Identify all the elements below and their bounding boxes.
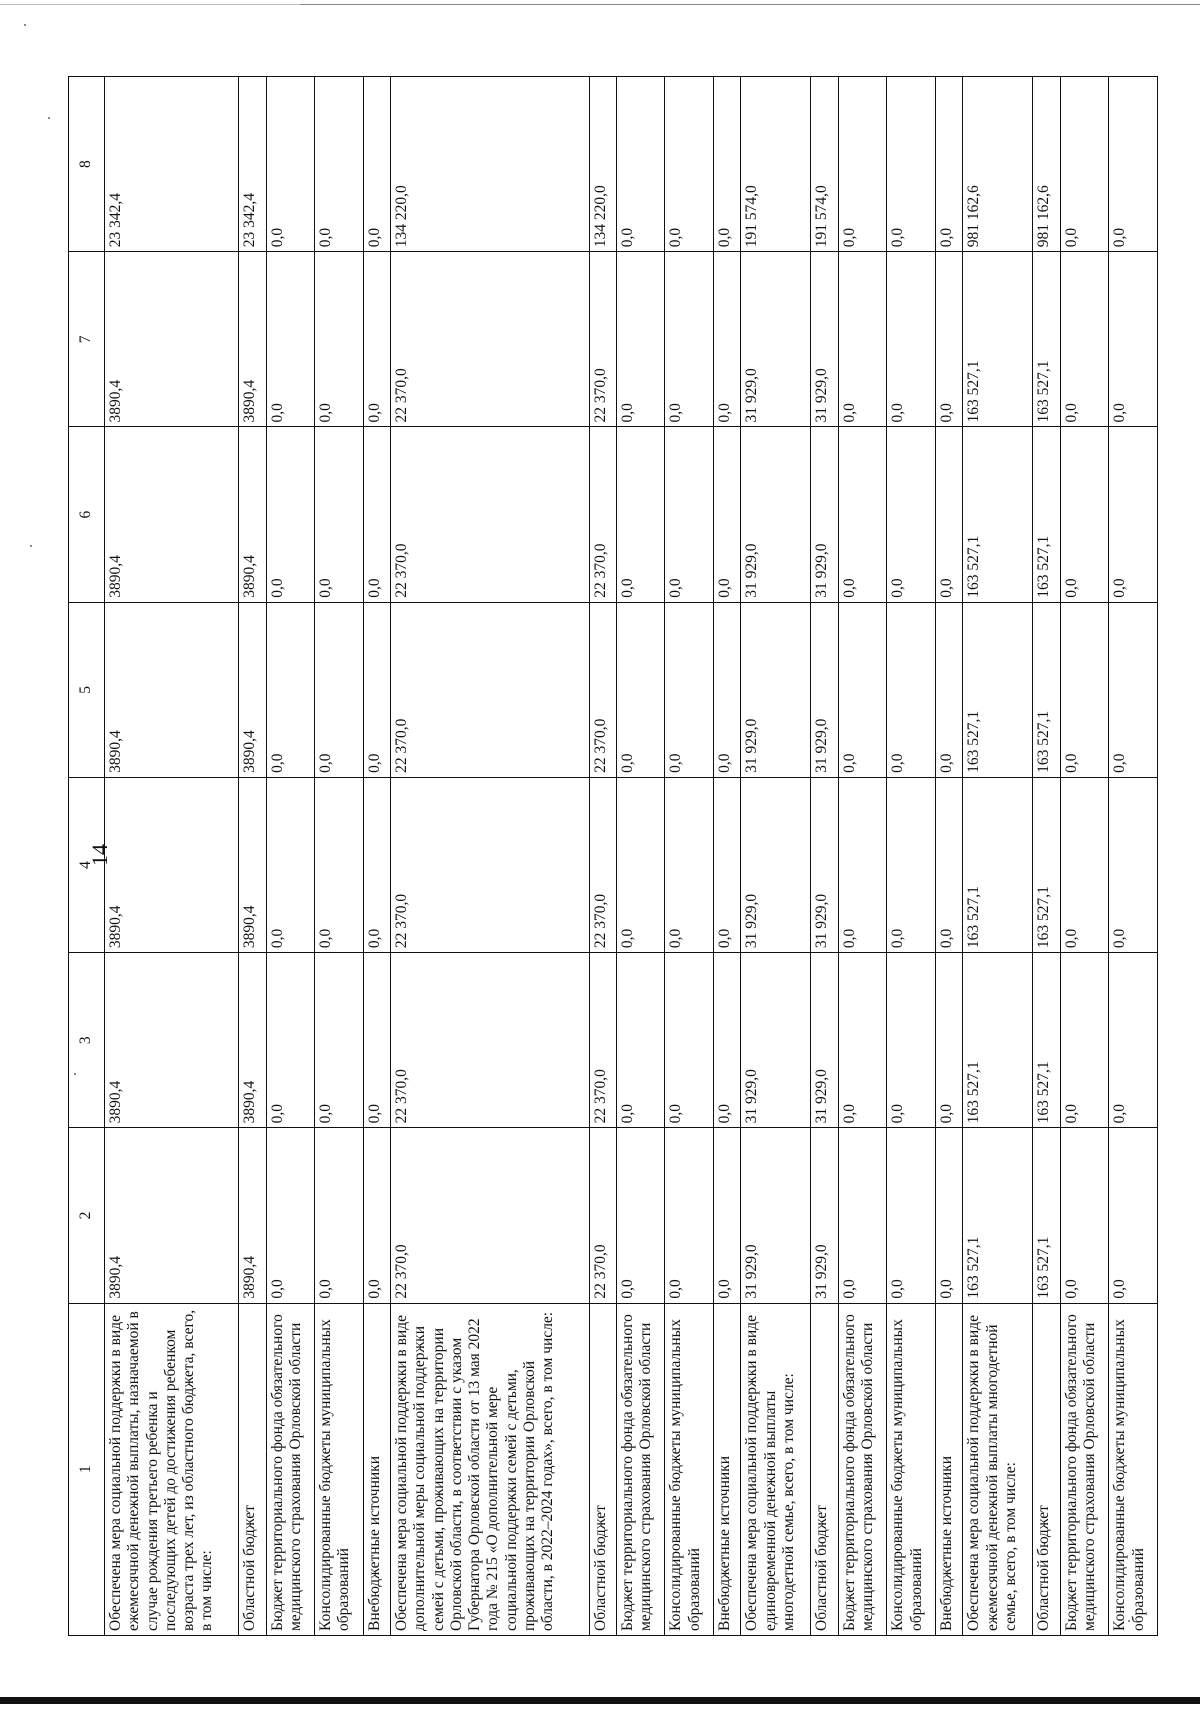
row-label: Областной бюджет	[239, 1303, 266, 1635]
value-cell: 3890,4	[105, 427, 239, 602]
table-row	[1033, 77, 1060, 1636]
value-cell: 3890,4	[105, 777, 239, 952]
table-row	[1109, 77, 1158, 1636]
value-cell: 22 370,0	[391, 953, 589, 1128]
value-cell: 3890,4	[105, 252, 239, 427]
value-cell: 22 370,0	[391, 252, 589, 427]
value-cell: 0,0	[616, 77, 665, 252]
column-header-8: 8	[69, 77, 105, 252]
value-cell: 0,0	[1109, 427, 1158, 602]
value-cell: 3890,4	[105, 953, 239, 1128]
row-label: Обеспечена мера социальной поддержки в виде дополнительной меры социальной поддержки семей с детьми, проживающих на территории Орловской области, в соответствии с указом Губернатора Орловской области от 13 мая 2022 года № 215 «О дополнительной мере социальной поддержки семей с детьми, проживающих на территории Орловской области, в 2022–2024 годах», всего, в том числе:	[391, 1303, 589, 1635]
value-cell: 0,0	[363, 427, 390, 602]
value-cell: 0,0	[616, 427, 665, 602]
value-cell: 163 527,1	[1033, 427, 1060, 602]
column-header-3: 3	[69, 953, 105, 1128]
row-label: Областной бюджет	[1033, 1303, 1060, 1635]
value-cell: 0,0	[838, 77, 887, 252]
column-header-6: 6	[69, 427, 105, 602]
value-cell: 0,0	[315, 953, 364, 1128]
column-header-7: 7	[69, 252, 105, 427]
value-cell: 22 370,0	[391, 1128, 589, 1303]
value-cell: 0,0	[363, 77, 390, 252]
value-cell: 163 527,1	[963, 427, 1033, 602]
value-cell: 0,0	[665, 77, 714, 252]
value-cell: 981 162,6	[1033, 77, 1060, 252]
value-cell: 0,0	[1109, 1128, 1158, 1303]
value-cell: 0,0	[665, 252, 714, 427]
value-cell: 22 370,0	[589, 777, 616, 952]
column-header-4: 4	[69, 777, 105, 952]
value-cell: 0,0	[315, 252, 364, 427]
value-cell: 0,0	[363, 602, 390, 777]
row-label: Обеспечена мера социальной поддержки в виде единовременной денежной выплаты многодетной семье, всего, в том числе:	[741, 1303, 811, 1635]
table-row	[391, 77, 589, 1636]
value-cell: 0,0	[714, 1128, 741, 1303]
value-cell: 0,0	[1060, 1128, 1109, 1303]
value-cell: 191 574,0	[741, 77, 811, 252]
value-cell: 0,0	[714, 777, 741, 952]
value-cell: 22 370,0	[589, 602, 616, 777]
value-cell: 3890,4	[105, 1128, 239, 1303]
value-cell: 0,0	[936, 427, 963, 602]
value-cell: 0,0	[838, 1128, 887, 1303]
value-cell: 31 929,0	[811, 953, 838, 1128]
value-cell: 163 527,1	[1033, 953, 1060, 1128]
row-label: Внебюджетные источники	[363, 1303, 390, 1635]
value-cell: 163 527,1	[963, 777, 1033, 952]
scan-speck	[1128, 1620, 1130, 1622]
value-cell: 3890,4	[239, 252, 266, 427]
value-cell: 31 929,0	[811, 427, 838, 602]
column-header-1: 1	[69, 1303, 105, 1635]
budget-table	[68, 76, 1158, 1636]
value-cell: 3890,4	[105, 602, 239, 777]
value-cell: 0,0	[616, 602, 665, 777]
value-cell: 31 929,0	[741, 252, 811, 427]
value-cell: 0,0	[1060, 777, 1109, 952]
value-cell: 31 929,0	[811, 252, 838, 427]
table-row	[105, 77, 239, 1636]
column-header-5: 5	[69, 602, 105, 777]
value-cell: 31 929,0	[811, 777, 838, 952]
rotated-table-wrapper	[68, 76, 1158, 1636]
row-label: Областной бюджет	[589, 1303, 616, 1635]
scan-edge-line-dark	[300, 4, 1200, 5]
value-cell: 22 370,0	[391, 777, 589, 952]
row-label: Консолидированные бюджеты муниципальных образований	[665, 1303, 714, 1635]
value-cell: 0,0	[266, 252, 315, 427]
value-cell: 163 527,1	[1033, 777, 1060, 952]
table-body	[105, 77, 1158, 1636]
value-cell: 0,0	[838, 953, 887, 1128]
value-cell: 0,0	[266, 953, 315, 1128]
value-cell: 3890,4	[239, 602, 266, 777]
value-cell: 0,0	[936, 953, 963, 1128]
value-cell: 0,0	[714, 602, 741, 777]
value-cell: 0,0	[936, 77, 963, 252]
value-cell: 163 527,1	[1033, 1128, 1060, 1303]
value-cell: 31 929,0	[741, 602, 811, 777]
value-cell: 31 929,0	[741, 953, 811, 1128]
row-label: Консолидированные бюджеты муниципальных образований	[887, 1303, 936, 1635]
table-row	[239, 77, 266, 1636]
row-label: Обеспечена мера социальной поддержки в виде ежемесячной денежной выплаты, назначаемой в случае рождения третьего ребенка и последующих детей до достижения ребенком возраста трех лет, из областного бюджета, всего, в том числе:	[105, 1303, 239, 1635]
value-cell: 163 527,1	[1033, 602, 1060, 777]
value-cell: 0,0	[1109, 777, 1158, 952]
value-cell: 0,0	[1060, 252, 1109, 427]
value-cell: 0,0	[936, 777, 963, 952]
value-cell: 3890,4	[239, 427, 266, 602]
scan-speck	[48, 117, 50, 119]
value-cell: 0,0	[887, 602, 936, 777]
table-row	[811, 77, 838, 1636]
value-cell: 0,0	[1060, 953, 1109, 1128]
value-cell: 0,0	[1109, 953, 1158, 1128]
value-cell: 0,0	[315, 777, 364, 952]
value-cell: 0,0	[616, 1128, 665, 1303]
page-number: 14	[87, 844, 112, 866]
value-cell: 191 574,0	[811, 77, 838, 252]
row-label: Бюджет территориального фонда обязательного медицинского страхования Орловской области	[838, 1303, 887, 1635]
value-cell: 134 220,0	[589, 77, 616, 252]
value-cell: 163 527,1	[963, 602, 1033, 777]
column-header-2: 2	[69, 1128, 105, 1303]
value-cell: 0,0	[714, 427, 741, 602]
table-row	[963, 77, 1033, 1636]
value-cell: 0,0	[315, 1128, 364, 1303]
value-cell: 981 162,6	[963, 77, 1033, 252]
value-cell: 0,0	[714, 252, 741, 427]
value-cell: 0,0	[665, 1128, 714, 1303]
value-cell: 0,0	[936, 602, 963, 777]
value-cell: 0,0	[887, 252, 936, 427]
value-cell: 31 929,0	[811, 602, 838, 777]
value-cell: 31 929,0	[741, 777, 811, 952]
value-cell: 31 929,0	[811, 1128, 838, 1303]
table-row	[589, 77, 616, 1636]
value-cell: 0,0	[887, 1128, 936, 1303]
table-row	[266, 77, 315, 1636]
value-cell: 3890,4	[239, 953, 266, 1128]
row-label: Консолидированные бюджеты муниципальных образований	[1109, 1303, 1158, 1635]
value-cell: 0,0	[838, 777, 887, 952]
value-cell: 163 527,1	[963, 252, 1033, 427]
value-cell: 0,0	[714, 953, 741, 1128]
value-cell: 0,0	[616, 777, 665, 952]
value-cell: 31 929,0	[741, 1128, 811, 1303]
value-cell: 0,0	[887, 777, 936, 952]
value-cell: 0,0	[665, 953, 714, 1128]
value-cell: 0,0	[887, 953, 936, 1128]
value-cell: 0,0	[266, 427, 315, 602]
value-cell: 0,0	[936, 252, 963, 427]
value-cell: 134 220,0	[391, 77, 589, 252]
value-cell: 0,0	[363, 1128, 390, 1303]
value-cell: 31 929,0	[741, 427, 811, 602]
value-cell: 23 342,4	[105, 77, 239, 252]
table-row	[363, 77, 390, 1636]
value-cell: 0,0	[714, 77, 741, 252]
scan-speck	[74, 1073, 76, 1075]
value-cell: 0,0	[1109, 252, 1158, 427]
value-cell: 0,0	[665, 777, 714, 952]
value-cell: 0,0	[266, 777, 315, 952]
value-cell: 0,0	[266, 1128, 315, 1303]
value-cell: 163 527,1	[963, 953, 1033, 1128]
value-cell: 0,0	[1109, 77, 1158, 252]
value-cell: 0,0	[315, 602, 364, 777]
row-label: Бюджет территориального фонда обязательного медицинского страхования Орловской области	[1060, 1303, 1109, 1635]
table-row	[887, 77, 936, 1636]
value-cell: 0,0	[1060, 602, 1109, 777]
value-cell: 22 370,0	[391, 427, 589, 602]
row-label: Внебюджетные источники	[714, 1303, 741, 1635]
value-cell: 22 370,0	[589, 953, 616, 1128]
value-cell: 0,0	[363, 252, 390, 427]
value-cell: 0,0	[1060, 77, 1109, 252]
value-cell: 0,0	[838, 602, 887, 777]
value-cell: 0,0	[616, 252, 665, 427]
value-cell: 22 370,0	[589, 252, 616, 427]
table-row	[936, 77, 963, 1636]
row-label: Обеспечена мера социальной поддержки в виде ежемесячной денежной выплаты многодетной семье, всего, в том числе:	[963, 1303, 1033, 1635]
value-cell: 22 370,0	[589, 1128, 616, 1303]
value-cell: 0,0	[887, 77, 936, 252]
value-cell: 0,0	[266, 602, 315, 777]
value-cell: 0,0	[363, 953, 390, 1128]
value-cell: 0,0	[1109, 602, 1158, 777]
value-cell: 22 370,0	[589, 427, 616, 602]
scan-bottom-bar	[0, 1697, 1200, 1704]
value-cell: 0,0	[665, 602, 714, 777]
value-cell: 22 370,0	[391, 602, 589, 777]
table-row	[714, 77, 741, 1636]
value-cell: 23 342,4	[239, 77, 266, 252]
value-cell: 0,0	[838, 252, 887, 427]
table-row	[616, 77, 665, 1636]
scan-speck	[24, 24, 26, 26]
value-cell: 0,0	[838, 427, 887, 602]
value-cell: 0,0	[936, 1128, 963, 1303]
value-cell: 163 527,1	[1033, 252, 1060, 427]
row-label: Внебюджетные источники	[936, 1303, 963, 1635]
table-row	[665, 77, 714, 1636]
value-cell: 3890,4	[239, 1128, 266, 1303]
value-cell: 0,0	[363, 777, 390, 952]
row-label: Областной бюджет	[811, 1303, 838, 1635]
row-label: Консолидированные бюджеты муниципальных образований	[315, 1303, 364, 1635]
table-row	[315, 77, 364, 1636]
row-label: Бюджет территориального фонда обязательного медицинского страхования Орловской области	[616, 1303, 665, 1635]
value-cell: 0,0	[616, 953, 665, 1128]
value-cell: 0,0	[887, 427, 936, 602]
table-row	[741, 77, 811, 1636]
value-cell: 0,0	[266, 77, 315, 252]
table-row	[838, 77, 887, 1636]
value-cell: 0,0	[315, 77, 364, 252]
row-label: Бюджет территориального фонда обязательного медицинского страхования Орловской области	[266, 1303, 315, 1635]
value-cell: 3890,4	[239, 777, 266, 952]
value-cell: 163 527,1	[963, 1128, 1033, 1303]
value-cell: 0,0	[665, 427, 714, 602]
value-cell: 0,0	[315, 427, 364, 602]
value-cell: 0,0	[1060, 427, 1109, 602]
table-row	[1060, 77, 1109, 1636]
table-header-row	[69, 77, 105, 1636]
scan-speck	[30, 545, 32, 547]
